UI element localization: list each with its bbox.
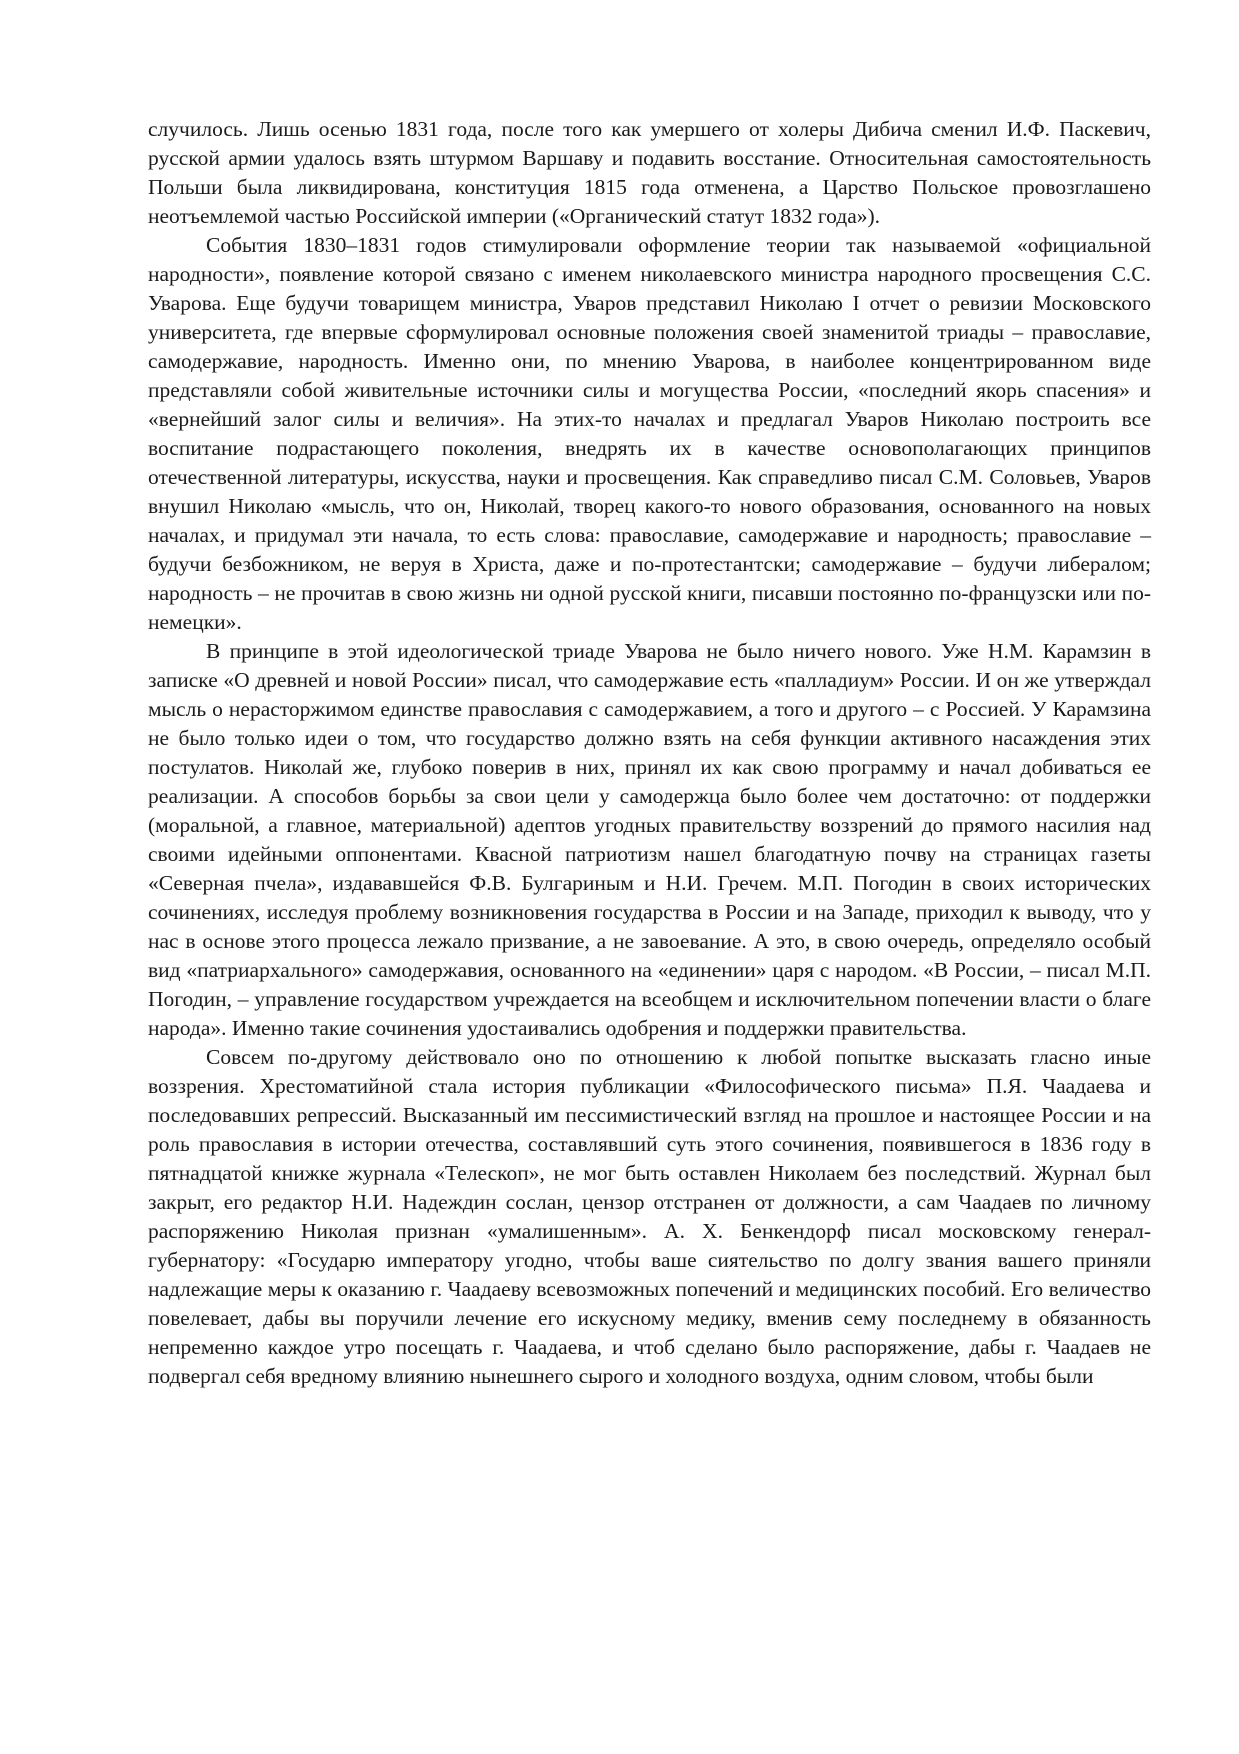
- paragraph-3: В принципе в этой идеологической триаде Уварова не было ничего нового. Уже Н.М. Карамзин в записке «О древней и новой России» писал, что самодержавие есть «палладиум» России. И он же утверждал мысль о нерасторжимом единстве православия с самодержавием, а того и другого – с Россией. У Карамзина не было только идеи о том, что государство должно взять на себя функции активного насаждения этих постулатов. Николай же, глубоко поверив в них, принял их как свою программу и начал добиваться ее реализации. А способов борьбы за свои цели у самодержца было более чем достаточно: от поддержки (моральной, а главное, материальной) адептов угодных правительству воззрений до прямого насилия над своими идейными оппонентами. Квасной патриотизм нашел благодатную почву на страницах газеты «Северная пчела», издававшейся Ф.В. Булгариным и Н.И. Гречем. М.П. Погодин в своих исторических сочинениях, исследуя проблему возникновения государства в России и на Западе, приходил к выводу, что у нас в основе этого процесса лежало призвание, а не завоевание. А это, в свою очередь, определяло особый вид «патриархального» самодержавия, основанного на «единении» царя с народом. «В России, – писал М.П. Погодин, – управление государством учреждается на всеобщем и исключительном попечении власти о благе народа». Именно такие сочинения удостаивались одобрения и поддержки правительства.: [148, 639, 1151, 1040]
- paragraph-2: События 1830–1831 годов стимулировали оформление теории так называемой «официальной народности», появление которой связано с именем николаевского министра народного просвещения С.С. Уварова. Еще будучи товарищем министра, Уваров представил Николаю I отчет о ревизии Московского университета, где впервые сформулировал основные положения своей знаменитой триады – православие, самодержавие, народность. Именно они, по мнению Уварова, в наиболее концентрированном виде представляли собой живительные источники силы и могущества России, «последний якорь спасения» и «вернейший залог силы и величия». На этих-то началах и предлагал Уваров Николаю построить все воспитание подрастающего поколения, внедрять их в качестве основополагающих принципов отечественной литературы, искусства, науки и просвещения. Как справедливо писал С.М. Соловьев, Уваров внушил Николаю «мысль, что он, Николай, творец какого-то нового образования, основанного на новых началах, и придумал эти начала, то есть слова: православие, самодержавие и народность; православие – будучи безбожником, не веруя в Христа, даже и по-протестантски; самодержавие – будучи либералом; народность – не прочитав в свою жизнь ни одной русской книги, писавши постоянно по-французски или по-немецки».: [148, 233, 1151, 634]
- paragraph-4: Совсем по-другому действовало оно по отношению к любой попытке высказать гласно иные воззрения. Хрестоматийной стала история публикации «Философического письма» П.Я. Чаадаева и последовавших репрессий. Высказанный им пессимистический взгляд на прошлое и настоящее России и на роль православия в истории отечества, составлявший суть этого сочинения, появившегося в 1836 году в пятнадцатой книжке журнала «Телескоп», не мог быть оставлен Николаем без последствий. Журнал был закрыт, его редактор Н.И. Надеждин сослан, цензор отстранен от должности, а сам Чаадаев по личному распоряжению Николая признан «умалишенным». А. Х. Бенкендорф писал московскому генерал-губернатору: «Государю императору угодно, чтобы ваше сиятельство по долгу звания вашего приняли надлежащие меры к оказанию г. Чаадаеву всевозможных попечений и медицинских пособий. Его величество повелевает, дабы вы поручили лечение его искусному медику, вменив сему последнему в обязанность непременно каждое утро посещать г. Чаадаева, и чтоб сделано было распоряжение, дабы г. Чаадаев не подвергал себя вредному влиянию нынешнего сырого и холодного воздуха, одним словом, чтобы были: [148, 1045, 1151, 1388]
- document-page: [148, 115, 1151, 1391]
- paragraph-1: случилось. Лишь осенью 1831 года, после того как умершего от холеры Дибича сменил И.Ф. Паскевич, русской армии удалось взять штурмом Варшаву и подавить восстание. Относительная самостоятельность Польши была ликвидирована, конституция 1815 года отменена, а Царство Польское провозглашено неотъемлемой частью Российской империи («Органический статут 1832 года»).: [148, 117, 1151, 228]
